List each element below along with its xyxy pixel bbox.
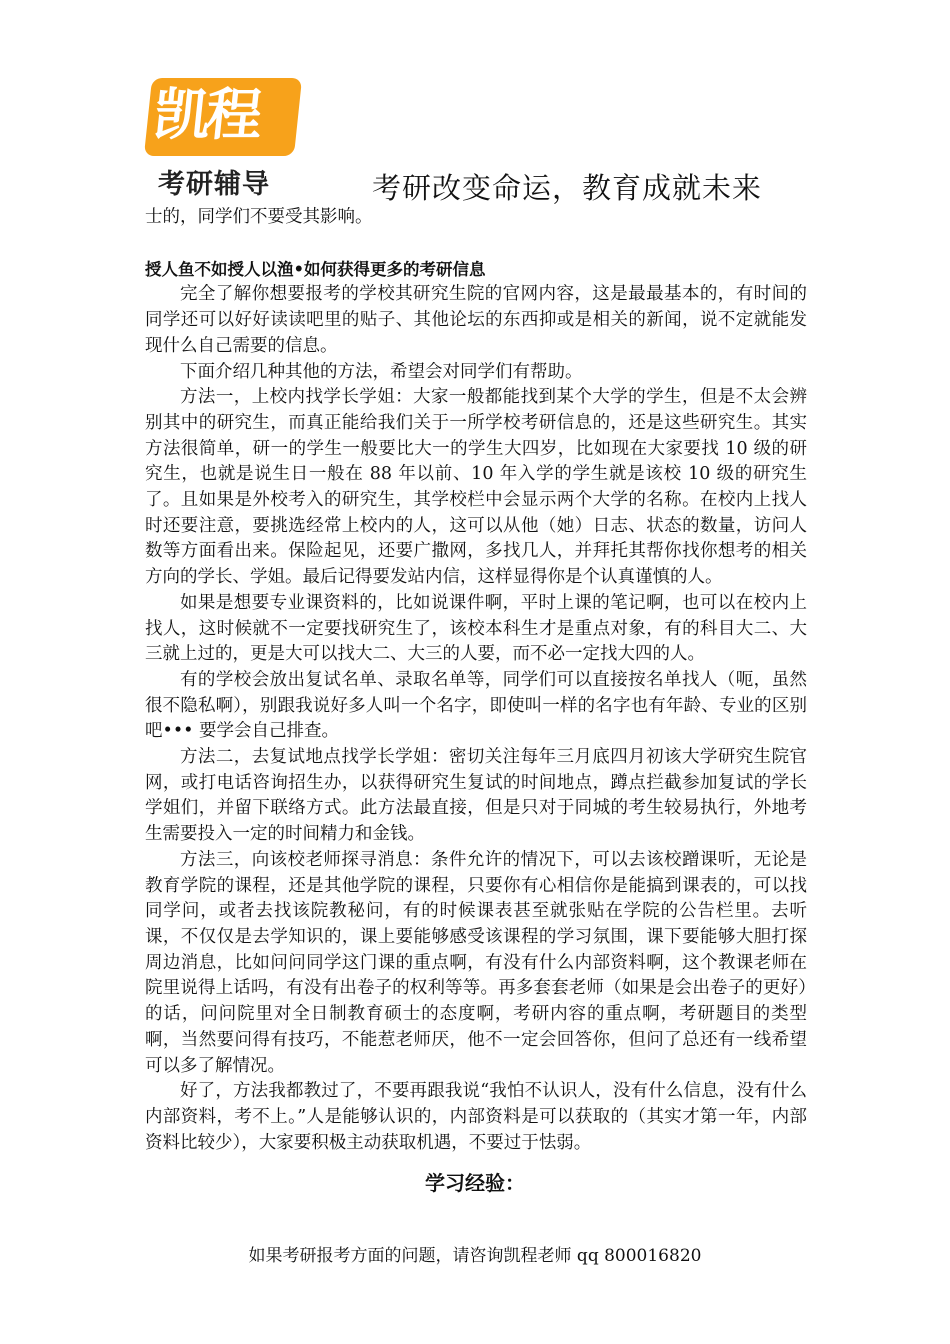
paragraph: 好了，方法我都教过了，不要再跟我说“我怕不认识人，没有什么信息，没有什么内部资料，考不上。”人是能够认识的，内部资料是可以获取的（其实才第一年，内部资料比较少），大家要积极主动获取机遇，不要过于怯弱。 <box>145 1081 807 1153</box>
paragraph: 完全了解你想要报考的学校其研究生院的官网内容，这是最最基本的，有时间的同学还可以好好读读吧里的贴子、其他论坛的东西抑或是相关的新闻，说不定就能发现什么自己需要的信息。 <box>145 284 807 356</box>
logo-text: 凯程 <box>150 83 262 148</box>
intro-line: 士的，同学们不要受其影响。 <box>145 207 373 227</box>
paragraph: 方法二，去复试地点找学长学姐：密切关注每年三月底四月初该大学研究生院官网，或打电话咨询招生办，以获得研究生复试的时间地点，蹲点拦截参加复试的学长学姐们，并留下联络方式。此方法最直接，但是只对于同城的考生较易执行，外地考生需要投入一定的时间精力和金钱。 <box>145 747 807 845</box>
paragraph: 下面介绍几种其他的方法，希望会对同学们有帮助。 <box>180 361 583 382</box>
slogan: 考研改变命运，教育成就未来 <box>372 171 763 205</box>
page-footer: 如果考研报考方面的问题，请咨询凯程老师 qq 800016820 <box>248 1246 702 1266</box>
logo-subtext: 考研辅导 <box>158 169 270 200</box>
company-logo <box>148 78 308 198</box>
document-body <box>145 205 807 1156</box>
section-title: 授人鱼不如授人以渔•如何获得更多的考研信息 <box>145 259 486 279</box>
paragraph: 方法三，向该校老师探寻消息：条件允许的情况下，可以去该校蹭课听，无论是教育学院的课程，还是其他学院的课程，只要你有心相信你是能搞到课表的，可以找同学问，或者去找该院教秘问，有的时候课表甚至就张贴在学院的公告栏里。去听课，不仅仅是去学知识的，课上要能够感受该课程的学习氛围，课下要能够大胆打探周边消息，比如问问同学这门课的重点啊，有没有什么内部资料啊，这个教课老师在院里说得上话吗，有没有出卷子的权利等等。再多套套老师（如果是会出卷子的更好）的话，问问院里对全日制教育硕士的态度啊，考研内容的重点啊，考研题目的类型啊，当然要问得有技巧，不能惹老师厌，他不一定会回答你，但问了总还有一线希望可以多了解情况。 <box>145 849 807 1076</box>
study-experience-heading: 学习经验： <box>425 1171 525 1195</box>
paragraph: 如果是想要专业课资料的，比如说课件啊，平时上课的笔记啊，也可以在校内上找人，这时候就不一定要找研究生了，该校本科生才是重点对象，有的科目大二、大三就上过的，更是大可以找大二、大三的人要，而不必一定找大四的人。 <box>145 592 807 665</box>
paragraph: 有的学校会放出复试名单、录取名单等，同学们可以直接按名单找人（呃，虽然很不隐私啊），别跟我说好多人叫一个名字，即使叫一样的名字也有年龄、专业的区别吧••• 要学会自己排查。 <box>145 669 807 742</box>
paragraph: 方法一，上校内找学长学姐：大家一般都能找到某个大学的学生，但是不太会辨别其中的研究生，而真正能给我们关于一所学校考研信息的，还是这些研究生。其实方法很简单，研一的学生一般要比大一的学生大四岁，比如现在大家要找 10 级的研究生，也就是说生日一般在 88 年以前、10 年入学的学生就是该校 10 级的研究生了。且如果是外校考入的研究生，其学校栏中会显示两个大学的名称。在校内上找人时还要注意，要挑选经常上校内的人，这可以从他（她）日志、状态的数量，访问人数等方面看出来。保险起见，还要广撒网，多找几人，并拜托其帮你找你想考的相关方向的学长、学姐。最后记得要发站内信，这样显得你是个认真谨慎的人。 <box>145 387 807 588</box>
